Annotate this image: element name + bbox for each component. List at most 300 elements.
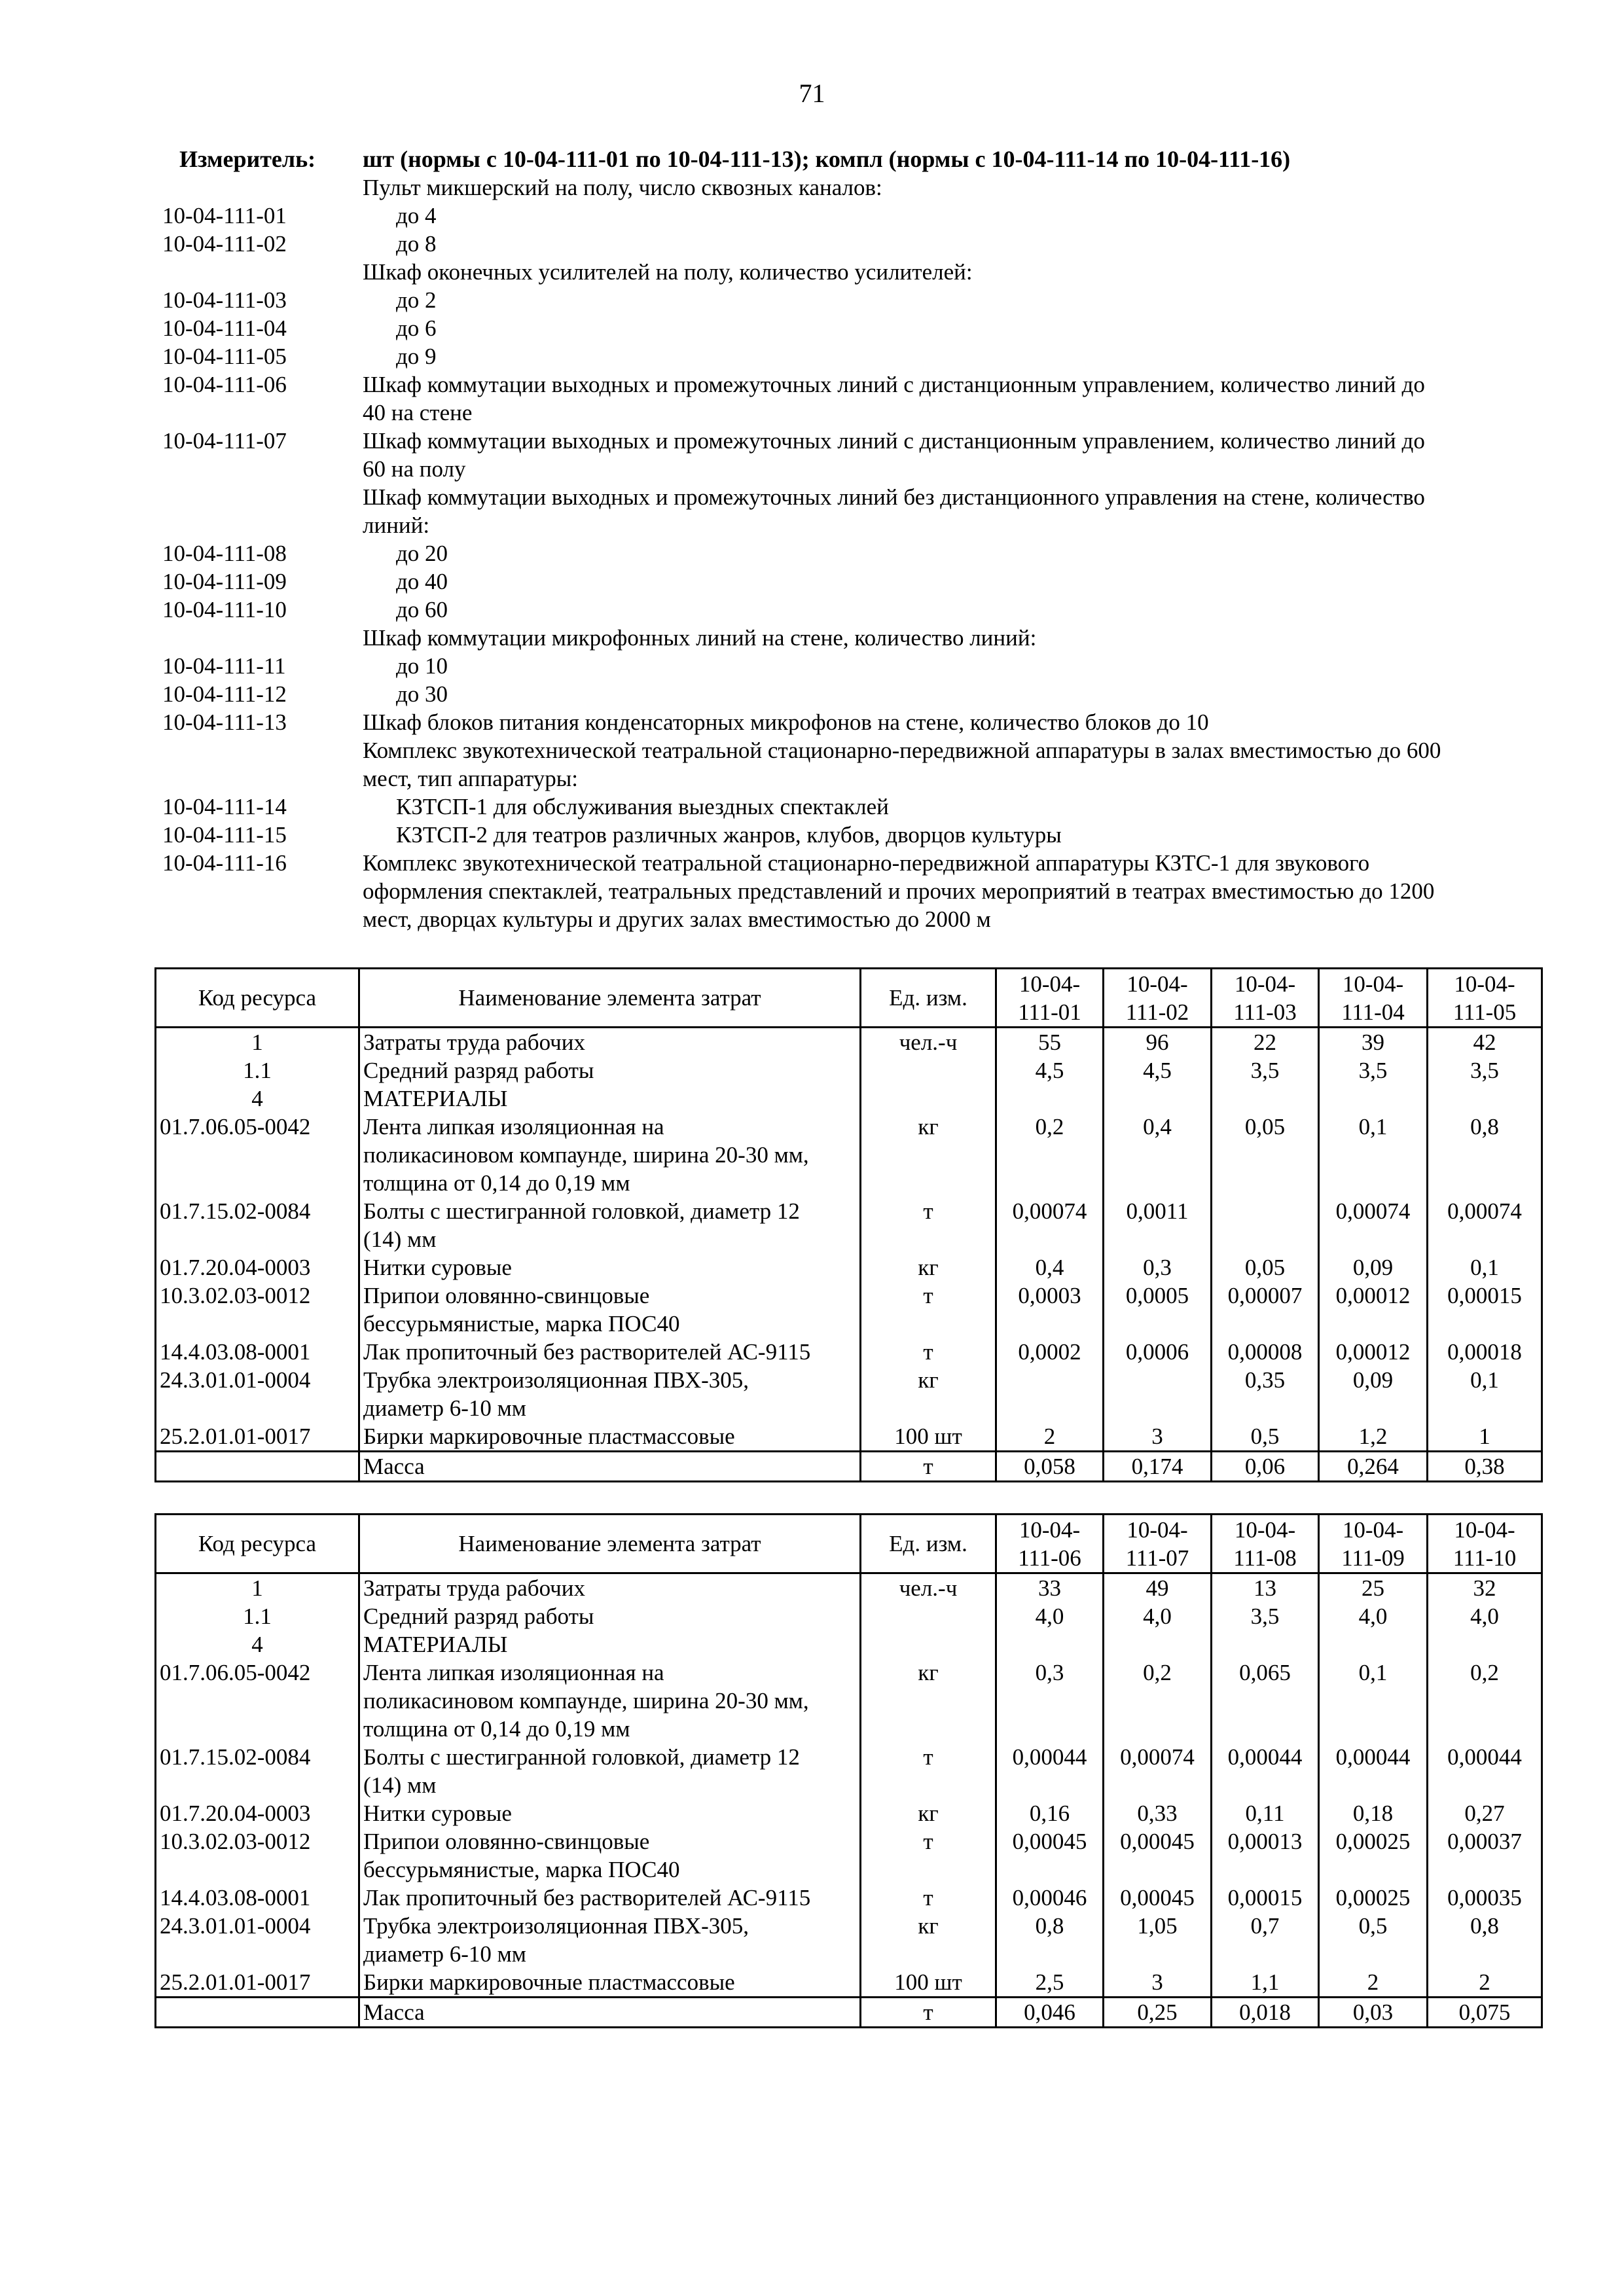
norm-value: 0,00044 <box>1428 1743 1542 1799</box>
list-item <box>162 342 1537 370</box>
list-item <box>162 567 1537 596</box>
resource-name-line: толщина от 0,14 до 0,19 мм <box>363 1170 630 1196</box>
mass-value: 0,03 <box>1319 1998 1428 2028</box>
table-row <box>156 1366 1542 1422</box>
header-norm-line: 10-04- <box>1454 971 1515 997</box>
norm-value: 1,1 <box>1212 1968 1319 1998</box>
resource-name-line: Болты с шестигранной головкой, диаметр 12 <box>363 1744 800 1770</box>
list-item <box>162 877 1537 905</box>
norm-description: КЗТСП-2 для театров различных жанров, клубов, дворцов культуры <box>396 822 1062 848</box>
resource-unit <box>861 1056 996 1085</box>
norm-value: 3,5 <box>1212 1602 1319 1630</box>
measure-label: Измеритель: <box>179 146 316 172</box>
header-norm-line: 10-04- <box>1019 971 1081 997</box>
norm-code <box>162 173 363 202</box>
resource-code: 10.3.02.03-0012 <box>156 1282 359 1338</box>
resource-name-line: диаметр 6-10 мм <box>363 1395 526 1421</box>
norm-description: Комплекс звукотехнической театральной стационарно-передвижной аппаратуры в залах вместимостью до 600 <box>363 738 1441 763</box>
norm-value: 0,4 <box>996 1253 1104 1282</box>
header-norm-line: 111-03 <box>1233 999 1297 1025</box>
norm-code: 10-04-111-10 <box>162 597 287 622</box>
norm-code: 10-04-111-01 <box>162 203 287 228</box>
list-item <box>162 708 1537 736</box>
norm-value: 3 <box>1104 1968 1212 1998</box>
measure-text: шт (нормы с 10-04-111-01 по 10-04-111-13); компл (нормы с 10-04-111-14 по 10-04-111-16) <box>363 146 1291 172</box>
norm-description: линий: <box>363 512 430 538</box>
table-body <box>156 1573 1542 2028</box>
resource-unit: т <box>861 1743 996 1799</box>
resource-name <box>359 1799 861 1827</box>
resource-name-line: бессурьмянистые, марка ПОС40 <box>363 1311 680 1336</box>
header-norm-line: 10-04- <box>1234 1516 1296 1543</box>
norm-value: 0,18 <box>1319 1799 1428 1827</box>
norm-value: 0,2 <box>1428 1659 1542 1743</box>
resource-name <box>359 1573 861 1603</box>
norm-value: 33 <box>996 1573 1104 1603</box>
norm-value: 0,8 <box>996 1912 1104 1968</box>
resource-code: 4 <box>156 1085 359 1113</box>
norm-value: 0,1 <box>1428 1253 1542 1282</box>
norm-value <box>1319 1085 1428 1113</box>
norm-value: 0,00025 <box>1319 1827 1428 1884</box>
norm-value: 0,11 <box>1212 1799 1319 1827</box>
norm-code <box>162 399 363 427</box>
header-norm-3 <box>1212 1515 1319 1573</box>
resource-name-line: Нитки суровые <box>363 1801 512 1826</box>
list-item <box>162 370 1537 399</box>
header-norm-line: 111-10 <box>1453 1545 1517 1571</box>
norm-value: 0,3 <box>996 1659 1104 1743</box>
norm-description: до 30 <box>396 681 448 707</box>
table-row <box>156 1573 1542 1603</box>
header-code: Код ресурса <box>156 1515 359 1573</box>
norm-code <box>162 736 363 764</box>
list-item <box>162 905 1537 933</box>
norm-value: 0,3 <box>1104 1253 1212 1282</box>
header-norm-line: 111-06 <box>1018 1545 1081 1571</box>
norm-code: 10-04-111-11 <box>162 653 286 679</box>
norm-value: 1 <box>1428 1422 1542 1452</box>
norm-value <box>1104 1085 1212 1113</box>
norm-code: 10-04-111-07 <box>162 428 287 454</box>
header-norm-line: 111-08 <box>1233 1545 1297 1571</box>
norm-value: 0,00007 <box>1212 1282 1319 1338</box>
norm-value: 0,00012 <box>1319 1282 1428 1338</box>
norm-code: 10-04-111-08 <box>162 541 287 566</box>
norm-value <box>1212 1630 1319 1659</box>
norm-value <box>1212 1197 1319 1253</box>
norm-value: 0,0005 <box>1104 1282 1212 1338</box>
resource-unit: чел.-ч <box>861 1028 996 1057</box>
resource-unit: кг <box>861 1366 996 1422</box>
header-norm-5 <box>1428 969 1542 1028</box>
list-item <box>162 793 1537 821</box>
table-row <box>156 1338 1542 1366</box>
norm-value: 0,00045 <box>996 1827 1104 1884</box>
table-row <box>156 1028 1542 1057</box>
norm-value: 55 <box>996 1028 1104 1057</box>
norm-code: 10-04-111-05 <box>162 344 287 369</box>
norm-value <box>996 1366 1104 1422</box>
norm-code <box>162 877 363 905</box>
mass-code <box>156 1452 359 1482</box>
list-item <box>162 399 1537 427</box>
mass-value: 0,075 <box>1428 1998 1542 2028</box>
norm-code <box>162 455 363 483</box>
norm-value: 0,00008 <box>1212 1338 1319 1366</box>
resource-code: 24.3.01.01-0004 <box>156 1912 359 1968</box>
table-row <box>156 1630 1542 1659</box>
resource-unit: т <box>861 1338 996 1366</box>
norm-value <box>1428 1085 1542 1113</box>
norm-description: до 60 <box>396 597 448 622</box>
list-item <box>162 173 1537 202</box>
norm-description: до 40 <box>396 569 448 594</box>
resource-name <box>359 1422 861 1452</box>
table-row <box>156 1827 1542 1884</box>
resource-unit <box>861 1630 996 1659</box>
resource-name-line: Затраты труда рабочих <box>363 1575 585 1601</box>
resource-code: 01.7.06.05-0042 <box>156 1659 359 1743</box>
resource-table-2 <box>154 1513 1543 2028</box>
list-item <box>162 652 1537 680</box>
mass-name: Масса <box>359 1998 861 2028</box>
norm-value: 4,0 <box>1319 1602 1428 1630</box>
resource-code: 01.7.20.04-0003 <box>156 1253 359 1282</box>
norm-description: до 10 <box>396 653 448 679</box>
norm-value: 2,5 <box>996 1968 1104 1998</box>
header-norm-5 <box>1428 1515 1542 1573</box>
resource-code: 24.3.01.01-0004 <box>156 1366 359 1422</box>
header-norm-line: 10-04- <box>1127 1516 1188 1543</box>
resource-unit: т <box>861 1827 996 1884</box>
norm-value <box>1319 1630 1428 1659</box>
resource-name <box>359 1113 861 1197</box>
norm-value: 0,00074 <box>1104 1743 1212 1799</box>
mass-value: 0,264 <box>1319 1452 1428 1482</box>
norm-value: 42 <box>1428 1028 1542 1057</box>
norm-description: Шкаф коммутации выходных и промежуточных линий без дистанционного управления на стене, количество <box>363 484 1425 510</box>
norm-description: Шкаф оконечных усилителей на полу, количество усилителей: <box>363 259 973 285</box>
norm-value: 0,00074 <box>1428 1197 1542 1253</box>
resource-table-1 <box>154 967 1543 1482</box>
table-row <box>156 1912 1542 1968</box>
resource-code: 10.3.02.03-0012 <box>156 1827 359 1884</box>
norm-value: 0,5 <box>1212 1422 1319 1452</box>
header-norm-1 <box>996 969 1104 1028</box>
resource-code: 1.1 <box>156 1602 359 1630</box>
norm-value: 0,8 <box>1428 1912 1542 1968</box>
norm-value: 0,00044 <box>1212 1743 1319 1799</box>
table-row <box>156 1056 1542 1085</box>
resource-name-line: поликасиновом компаунде, ширина 20-30 мм, <box>363 1688 809 1713</box>
norm-value: 25 <box>1319 1573 1428 1603</box>
resource-name <box>359 1743 861 1799</box>
resource-name <box>359 1912 861 1968</box>
header-norm-3 <box>1212 969 1319 1028</box>
mass-value: 0,058 <box>996 1452 1104 1482</box>
norm-value: 13 <box>1212 1573 1319 1603</box>
resource-unit: т <box>861 1884 996 1912</box>
resource-name <box>359 1602 861 1630</box>
norm-value: 4,0 <box>1104 1602 1212 1630</box>
resource-name-line: Лента липкая изоляционная на <box>363 1114 664 1139</box>
norm-code <box>162 624 363 652</box>
norm-value: 0,00037 <box>1428 1827 1542 1884</box>
mass-code <box>156 1998 359 2028</box>
norm-description: 60 на полу <box>363 456 466 482</box>
list-item <box>162 624 1537 652</box>
resource-name-line: Затраты труда рабочих <box>363 1030 585 1055</box>
norm-value: 2 <box>996 1422 1104 1452</box>
norm-description: Шкаф блоков питания конденсаторных микрофонов на стене, количество блоков до 10 <box>363 709 1209 735</box>
header-norm-line: 10-04- <box>1019 1516 1081 1543</box>
resource-unit: кг <box>861 1799 996 1827</box>
norm-value: 0,00045 <box>1104 1884 1212 1912</box>
list-item <box>162 314 1537 342</box>
norm-code: 10-04-111-09 <box>162 569 287 594</box>
header-unit: Ед. изм. <box>861 1515 996 1573</box>
resource-code: 14.4.03.08-0001 <box>156 1884 359 1912</box>
norm-value: 3,5 <box>1428 1056 1542 1085</box>
header-norm-4 <box>1319 969 1428 1028</box>
list-item <box>162 202 1537 230</box>
norm-code <box>162 764 363 793</box>
norm-value: 0,00074 <box>1319 1197 1428 1253</box>
resource-name <box>359 1630 861 1659</box>
norm-value: 0,8 <box>1428 1113 1542 1197</box>
mass-value: 0,174 <box>1104 1452 1212 1482</box>
norm-value: 0,00013 <box>1212 1827 1319 1884</box>
resource-name <box>359 1282 861 1338</box>
norm-value <box>1104 1366 1212 1422</box>
norm-value: 0,00035 <box>1428 1884 1542 1912</box>
resource-name <box>359 1659 861 1743</box>
norm-code: 10-04-111-16 <box>162 850 287 876</box>
resource-code: 1 <box>156 1028 359 1057</box>
norm-value: 0,1 <box>1319 1659 1428 1743</box>
resource-name-line: Средний разряд работы <box>363 1604 594 1629</box>
norm-description: Пульт микшерский на полу, число сквозных каналов: <box>363 175 882 200</box>
norm-description: оформления спектаклей, театральных представлений и прочих мероприятий в театрах вместимостью до 1200 <box>363 878 1435 904</box>
norm-description: до 20 <box>396 541 448 566</box>
norm-value: 0,0006 <box>1104 1338 1212 1366</box>
norm-value: 39 <box>1319 1028 1428 1057</box>
resource-code: 01.7.15.02-0084 <box>156 1197 359 1253</box>
norm-value <box>1428 1630 1542 1659</box>
resource-name-line: Бирки маркировочные пластмассовые <box>363 1969 735 1995</box>
list-item <box>162 596 1537 624</box>
norm-value: 0,33 <box>1104 1799 1212 1827</box>
resource-name-line: (14) мм <box>363 1227 437 1252</box>
header-norm-line: 111-01 <box>1018 999 1081 1025</box>
norm-value: 0,00015 <box>1212 1884 1319 1912</box>
mass-value: 0,018 <box>1212 1998 1319 2028</box>
resource-name-line: бессурьмянистые, марка ПОС40 <box>363 1857 680 1882</box>
table-row <box>156 1085 1542 1113</box>
table-row <box>156 1799 1542 1827</box>
header-norm-4 <box>1319 1515 1428 1573</box>
norm-value: 0,5 <box>1319 1912 1428 1968</box>
list-item <box>162 539 1537 567</box>
resource-name-line: Лента липкая изоляционная на <box>363 1660 664 1685</box>
norm-value: 1,2 <box>1319 1422 1428 1452</box>
norm-value <box>1104 1630 1212 1659</box>
resource-name-line: Нитки суровые <box>363 1255 512 1280</box>
resource-name <box>359 1197 861 1253</box>
norm-code: 10-04-111-14 <box>162 794 287 819</box>
norm-code: 10-04-111-13 <box>162 709 287 735</box>
resource-code: 01.7.15.02-0084 <box>156 1743 359 1799</box>
norm-value: 0,16 <box>996 1799 1104 1827</box>
mass-unit: т <box>861 1452 996 1482</box>
resource-name-line: диаметр 6-10 мм <box>363 1941 526 1967</box>
norm-value: 0,1 <box>1428 1366 1542 1422</box>
norm-description: до 6 <box>396 315 437 341</box>
norm-description: КЗТСП-1 для обслуживания выездных спектаклей <box>396 794 889 819</box>
resource-unit: т <box>861 1282 996 1338</box>
header-norm-line: 111-09 <box>1341 1545 1405 1571</box>
resource-name <box>359 1827 861 1884</box>
norm-value <box>1212 1085 1319 1113</box>
norm-description: мест, дворцах культуры и других залах вместимостью до 2000 м <box>363 906 991 932</box>
resource-code: 14.4.03.08-0001 <box>156 1338 359 1366</box>
norm-code: 10-04-111-15 <box>162 822 287 848</box>
norm-value: 0,00012 <box>1319 1338 1428 1366</box>
list-item <box>162 483 1537 511</box>
resource-unit <box>861 1602 996 1630</box>
resource-unit: 100 шт <box>861 1968 996 1998</box>
header-unit: Ед. изм. <box>861 969 996 1028</box>
norm-value: 22 <box>1212 1028 1319 1057</box>
header-name: Наименование элемента затрат <box>359 1515 861 1573</box>
list-item <box>162 736 1537 764</box>
resource-code: 1 <box>156 1573 359 1603</box>
header-norm-line: 10-04- <box>1342 971 1404 997</box>
norm-value: 2 <box>1319 1968 1428 1998</box>
norm-code <box>162 258 363 286</box>
resource-code: 01.7.20.04-0003 <box>156 1799 359 1827</box>
norm-description: до 4 <box>396 203 437 228</box>
norm-value: 0,0003 <box>996 1282 1104 1338</box>
resource-name <box>359 1253 861 1282</box>
mass-name: Масса <box>359 1452 861 1482</box>
norm-value: 0,0002 <box>996 1338 1104 1366</box>
header-norm-line: 111-02 <box>1125 999 1189 1025</box>
resource-unit: 100 шт <box>861 1422 996 1452</box>
norm-value: 4,0 <box>1428 1602 1542 1630</box>
resource-name-line: Припои оловянно-свинцовые <box>363 1829 650 1854</box>
resource-name <box>359 1884 861 1912</box>
table-header-row <box>156 969 1542 1028</box>
list-item <box>162 230 1537 258</box>
mass-unit: т <box>861 1998 996 2028</box>
list-item <box>162 286 1537 314</box>
table-row <box>156 1659 1542 1743</box>
norm-value: 0,4 <box>1104 1113 1212 1197</box>
header-norm-line: 111-07 <box>1125 1545 1189 1571</box>
mass-value: 0,046 <box>996 1998 1104 2028</box>
resource-name-line: (14) мм <box>363 1772 437 1798</box>
norm-value <box>996 1630 1104 1659</box>
norm-value: 3 <box>1104 1422 1212 1452</box>
norm-description: до 2 <box>396 287 437 313</box>
norm-value: 0,27 <box>1428 1799 1542 1827</box>
header-norm-line: 10-04- <box>1342 1516 1404 1543</box>
norm-value: 0,05 <box>1212 1253 1319 1282</box>
norm-value: 0,09 <box>1319 1253 1428 1282</box>
resource-unit: кг <box>861 1253 996 1282</box>
norm-value: 96 <box>1104 1028 1212 1057</box>
resource-name-line: Лак пропиточный без растворителей АС-9115 <box>363 1339 811 1365</box>
norm-value: 0,065 <box>1212 1659 1319 1743</box>
list-item <box>162 821 1537 849</box>
list-item <box>162 258 1537 286</box>
norm-value: 3,5 <box>1319 1056 1428 1085</box>
table-row <box>156 1422 1542 1452</box>
norm-code: 10-04-111-03 <box>162 287 287 313</box>
norm-value: 0,09 <box>1319 1366 1428 1422</box>
table-row <box>156 1253 1542 1282</box>
resource-name <box>359 1968 861 1998</box>
header-norm-line: 10-04- <box>1454 1516 1515 1543</box>
norm-value: 0,00046 <box>996 1884 1104 1912</box>
table-body <box>156 1028 1542 1482</box>
resource-code: 4 <box>156 1630 359 1659</box>
resource-code: 01.7.06.05-0042 <box>156 1113 359 1197</box>
resource-name-line: толщина от 0,14 до 0,19 мм <box>363 1716 630 1742</box>
header-norm-line: 111-04 <box>1341 999 1405 1025</box>
norm-value: 32 <box>1428 1573 1542 1603</box>
norm-value: 0,35 <box>1212 1366 1319 1422</box>
table-header-row <box>156 1515 1542 1573</box>
header-norm-line: 10-04- <box>1234 971 1296 997</box>
norm-code <box>162 905 363 933</box>
norm-description: 40 на стене <box>363 400 473 425</box>
header-norm-2 <box>1104 969 1212 1028</box>
resource-name <box>359 1366 861 1422</box>
resource-name-line: Бирки маркировочные пластмассовые <box>363 1424 735 1449</box>
norm-description: Шкаф коммутации микрофонных линий на стене, количество линий: <box>363 625 1037 651</box>
resource-unit: чел.-ч <box>861 1573 996 1603</box>
norm-value: 4,5 <box>996 1056 1104 1085</box>
resource-name-line: МАТЕРИАЛЫ <box>363 1632 508 1657</box>
resource-unit: кг <box>861 1912 996 1968</box>
mass-row <box>156 1452 1542 1482</box>
list-item <box>162 764 1537 793</box>
resource-name-line: Болты с шестигранной головкой, диаметр 12 <box>363 1198 800 1224</box>
norm-value: 0,00045 <box>1104 1827 1212 1884</box>
list-item <box>162 511 1537 539</box>
resource-name-line: МАТЕРИАЛЫ <box>363 1086 508 1111</box>
list-item <box>162 849 1537 877</box>
header-code: Код ресурса <box>156 969 359 1028</box>
table-row <box>156 1602 1542 1630</box>
norm-description: Шкаф коммутации выходных и промежуточных линий с дистанционным управлением, количество линий до <box>363 428 1425 454</box>
norm-description: мест, тип аппаратуры: <box>363 766 579 791</box>
norm-value: 0,00074 <box>996 1197 1104 1253</box>
norm-code: 10-04-111-04 <box>162 315 287 341</box>
mass-value: 0,06 <box>1212 1452 1319 1482</box>
norm-value: 3,5 <box>1212 1056 1319 1085</box>
norm-value: 0,1 <box>1319 1113 1428 1197</box>
norm-code: 10-04-111-06 <box>162 372 287 397</box>
resource-name-line: Лак пропиточный без растворителей АС-9115 <box>363 1885 811 1910</box>
norm-value: 0,2 <box>1104 1659 1212 1743</box>
resource-code: 25.2.01.01-0017 <box>156 1968 359 1998</box>
header-name: Наименование элемента затрат <box>359 969 861 1028</box>
norm-code <box>162 511 363 539</box>
